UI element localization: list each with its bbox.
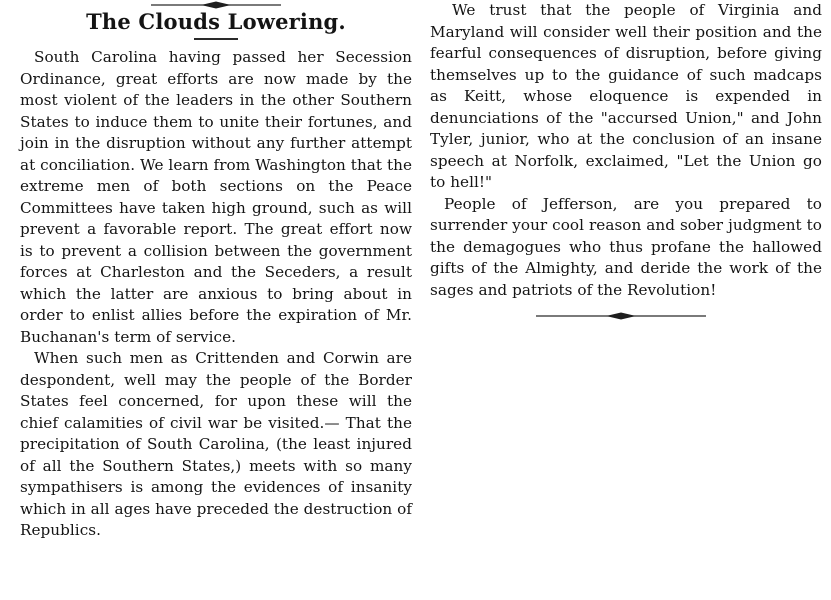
left-column — [20, 0, 412, 542]
article-paragraph-2: When such men as Crittenden and Corwin are despondent, well may the people of the Border States feel concerned, for upon these will the chief calamities of civil war be visited.— That the precipitation of South Carolina, (the least injured of all the Southern States,) meets with so many sympathisers is among the evidences of insanity which in all ages have preceded the destruction of Republics. — [20, 349, 412, 539]
end-ornament-rule — [536, 311, 706, 321]
headline-underline-rule — [194, 38, 238, 40]
article-paragraph-4: People of Jefferson, are you prepared to surrender your cool reason and sober judgment to the demagogues who thus profane the hallowed gifts of the Almighty, and deride the work of the sages and patriots of the Revolution! — [430, 194, 822, 299]
article-paragraph-1: South Carolina having passed her Secession Ordinance, great efforts are now made by the most violent of the leaders in the other Southern States to induce them to unite their fortunes, and join in the disruption without any further attempt at conciliation. We learn from Washington that the extreme men of both sections on the Peace Committees have taken high ground, such as will prevent a favorable report. The great effort now is to prevent a collision between the government forces at Charleston and the Seceders, a result which the latter are anxious to bring about in order to enlist allies before the expiration of Mr. Buchanan's term of service. — [20, 48, 412, 346]
article-headline: The Clouds Lowering. — [86, 9, 346, 34]
article-paragraph-3: We trust that the people of Virginia and Maryland will consider well their position and the fearful consequences of disruption, before giving themselves up to the guidance of such madcaps as Keitt, whose eloquence is expended in denunciations of the "accursed Union," and John Tyler, junior, who at the conclusion of an insane speech at Norfolk, exclaimed, "Let the Union go to hell!" — [430, 1, 822, 191]
right-column — [430, 0, 822, 321]
